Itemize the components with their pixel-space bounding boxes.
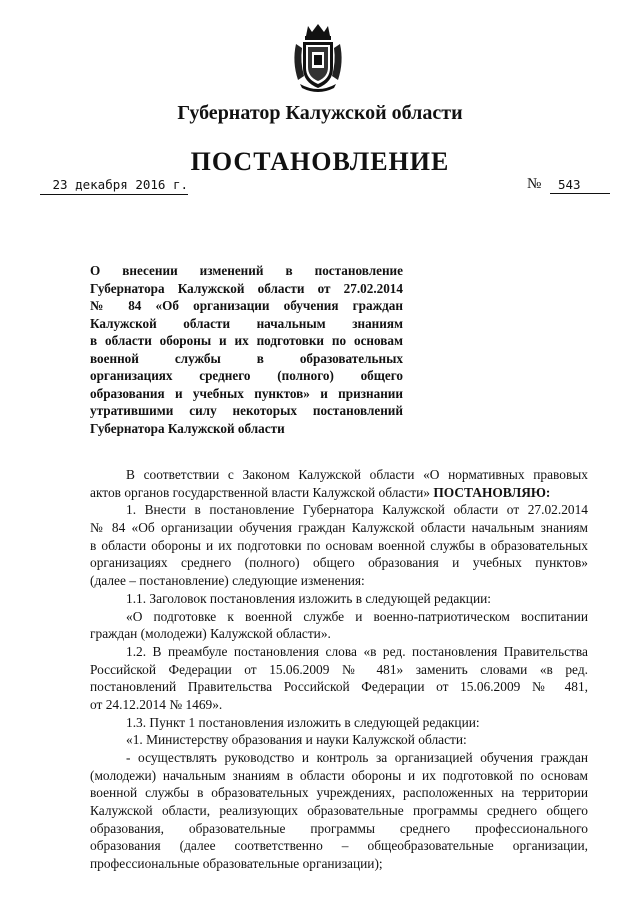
subject-line: военной службы в образовательных — [90, 350, 403, 366]
subject-line: организациях среднего (полного) общего — [90, 368, 403, 383]
body-line: от 24.12.2014 № 1469». — [90, 696, 223, 712]
subject-line: в области обороны и их подготовки по основам — [90, 333, 403, 348]
body-line: 1.1. Заголовок постановления изложить в следующей редакции: — [126, 590, 491, 606]
body-line: организациях среднего (полного) общего образования и учебных пунктов» — [90, 555, 588, 571]
subject-line: утратившими силу некоторых постановлений — [90, 403, 403, 418]
document-subject — [90, 262, 403, 437]
decree-word: ПОСТАНОВЛЯЮ: — [433, 484, 551, 500]
subject-line: Губернатора Калужской области от 27.02.2014 — [90, 280, 403, 296]
body-line: В соответствии с Законом Калужской области «О нормативных правовых — [126, 467, 588, 482]
body-line: граждан (молодежи) Калужской области». — [90, 626, 331, 642]
subject-line: Губернатора Калужской области — [90, 420, 285, 436]
body-line: (далее – постановление) следующие изменения: — [90, 573, 365, 589]
body-line: Российской Федерации от 15.06.2009 № 481» заменить словами «в ред. — [90, 661, 588, 677]
body-line: «1. Министерству образования и науки Калужской области: — [126, 732, 467, 748]
body-line-with-decree — [90, 484, 588, 502]
body-line: - осуществлять руководство и контроль за организацией обучения граждан — [126, 750, 588, 765]
coat-of-arms-kaluga-icon — [290, 22, 346, 94]
subject-line: образования и учебных пунктов» и признании — [90, 385, 403, 401]
body-text: актов органов государственной власти Калужской области» — [90, 484, 430, 500]
body-line: профессиональные образовательные организации); — [90, 856, 383, 872]
body-line: в области обороны и их подготовки по основам военной службы в образовательных — [90, 537, 588, 553]
body-line: образования, образовательные программы среднего профессионального — [90, 820, 588, 836]
body-line: 1. Внести в постановление Губернатора Калужской области от 27.02.2014 — [126, 502, 588, 518]
body-line: Калужской области, реализующих образовательные программы среднего общего — [90, 803, 588, 819]
body-line: № 84 «Об организации обучения граждан Калужской области начальным знаниям — [90, 520, 588, 536]
authority-title: Губернатор Калужской области — [177, 102, 463, 124]
body-line: образования (далее соответственно – общеобразовательные организации, — [90, 838, 588, 854]
body-line: военной службы в образовательных учреждениях, расположенных на территории — [90, 785, 588, 801]
document-body — [90, 466, 588, 873]
subject-line: Калужской области начальным знаниям — [90, 315, 403, 331]
document-date: 23 декабря 2016 г. — [40, 176, 188, 195]
document-type-title: ПОСТАНОВЛЕНИЕ — [190, 147, 450, 176]
document-number: 543 — [550, 176, 610, 194]
body-line: 1.2. В преамбуле постановления слова «в ред. постановления Правительства — [126, 643, 588, 659]
body-line: 1.3. Пункт 1 постановления изложить в следующей редакции: — [126, 714, 480, 730]
subject-line: О внесении изменений в постановление — [90, 263, 403, 278]
subject-line: № 84 «Об организации обучения граждан — [90, 298, 403, 313]
body-line: постановлений Правительства Российской Федерации от 15.06.2009 № 481, — [90, 679, 588, 695]
body-line: (молодежи) начальным знаниям в области обороны и их подготовкой по основам — [90, 767, 588, 783]
body-line: «О подготовке к военной службе и военно-патриотическом воспитании — [126, 608, 588, 624]
number-label: № — [527, 176, 542, 192]
